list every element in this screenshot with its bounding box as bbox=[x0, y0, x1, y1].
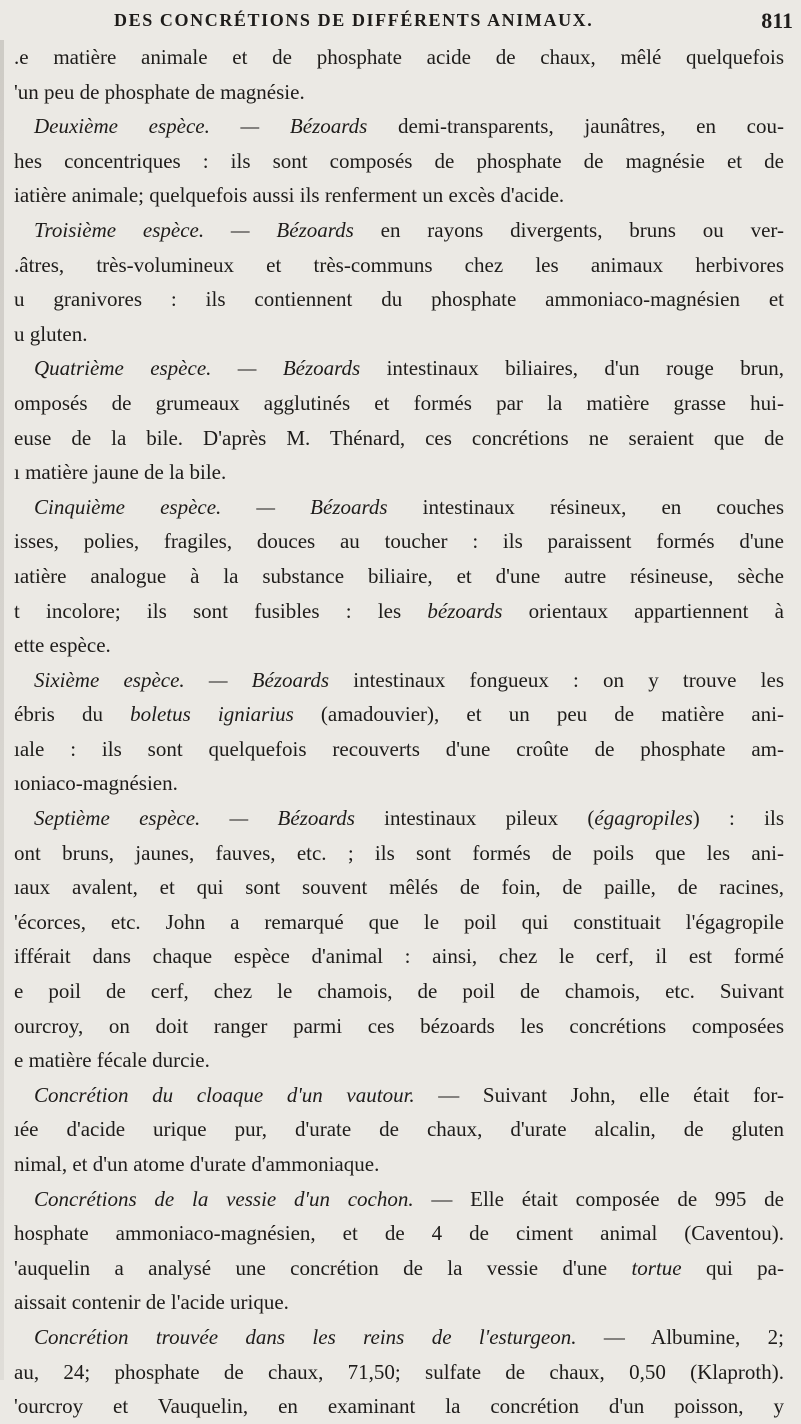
text-line: hosphate ammoniaco-magnésien, et de 4 de ciment animal (Caventou). bbox=[14, 1221, 784, 1246]
text-line: ifférait dans chaque espèce d'animal : ainsi, chez le cerf, il est formé bbox=[14, 944, 784, 969]
body-text bbox=[14, 40, 784, 1424]
text-line: ı matière jaune de la bile. bbox=[14, 460, 227, 485]
text-line: Sixième espèce. — Bézoards intestinaux fongueux : on y trouve les bbox=[34, 667, 784, 692]
text-line: isses, polies, fragiles, douces au toucher : ils paraissent formés d'une bbox=[14, 529, 784, 554]
text-line: ıale : ils sont quelquefois recouverts d'une croûte de phosphate am- bbox=[14, 736, 784, 761]
text-line: Troisième espèce. — Bézoards en rayons divergents, bruns ou ver- bbox=[34, 217, 784, 242]
text-line: ıée d'acide urique pur, d'urate de chaux, d'urate alcalin, de gluten bbox=[14, 1117, 784, 1142]
text-line: Cinquième espèce. — Bézoards intestinaux résineux, en couches bbox=[34, 494, 784, 519]
text-line: ıaux avalent, et qui sont souvent mêlés de foin, de paille, de racines, bbox=[14, 875, 784, 900]
text-line: ette espèce. bbox=[14, 633, 111, 658]
text-line: e matière fécale durcie. bbox=[14, 1048, 210, 1073]
text-line: ourcroy, on doit ranger parmi ces bézoards les concrétions composées bbox=[14, 1013, 784, 1038]
text-line: Concrétion du cloaque d'un vautour. — Suivant John, elle était for- bbox=[34, 1082, 784, 1107]
page-header bbox=[0, 6, 801, 42]
text-line: aissait contenir de l'acide urique. bbox=[14, 1290, 289, 1315]
text-line: 'écorces, etc. John a remarqué que le poil qui constituait l'égagropile bbox=[14, 909, 784, 934]
text-line: u gluten. bbox=[14, 321, 88, 346]
text-line: ont bruns, jaunes, fauves, etc. ; ils sont formés de poils que les ani- bbox=[14, 840, 784, 865]
text-line: iatière animale; quelquefois aussi ils renferment un excès d'acide. bbox=[14, 183, 565, 208]
text-line: ıoniaco-magnésien. bbox=[14, 771, 178, 796]
text-line: Concrétion trouvée dans les reins de l'esturgeon. — Albumine, 2; bbox=[34, 1324, 784, 1349]
text-line: euse de la bile. D'après M. Thénard, ces concrétions ne seraient que de bbox=[14, 425, 784, 450]
text-line: 'ourcroy et Vauquelin, en examinant la concrétion d'un poisson, y bbox=[14, 1394, 784, 1419]
text-line: 'un peu de phosphate de magnésie. bbox=[14, 79, 305, 104]
text-line: .âtres, très-volumineux et très-communs chez les animaux herbivores bbox=[14, 252, 784, 277]
running-head: DES CONCRÉTIONS DE DIFFÉRENTS ANIMAUX. bbox=[114, 10, 594, 30]
text-line: hes concentriques : ils sont composés de phosphate de magnésie et de bbox=[14, 148, 784, 173]
text-line: u granivores : ils contiennent du phosphate ammoniaco-magnésien et bbox=[14, 287, 784, 312]
text-line: Deuxième espèce. — Bézoards demi-transparents, jaunâtres, en cou- bbox=[34, 114, 784, 139]
text-line: t incolore; ils sont fusibles : les bézoards orientaux appartiennent à bbox=[14, 598, 784, 623]
text-line: ébris du boletus igniarius (amadouvier), et un peu de matière ani- bbox=[14, 702, 784, 727]
gutter-shadow bbox=[0, 40, 4, 1380]
page-number: 811 bbox=[761, 8, 793, 33]
text-line: Quatrième espèce. — Bézoards intestinaux biliaires, d'un rouge brun, bbox=[34, 356, 784, 381]
text-line: Concrétions de la vessie d'un cochon. — Elle était composée de 995 de bbox=[34, 1186, 784, 1211]
text-line: Septième espèce. — Bézoards intestinaux pileux (égagropiles) : ils bbox=[34, 806, 784, 831]
text-line: ıatière analogue à la substance biliaire, et d'une autre résineuse, sèche bbox=[14, 563, 784, 588]
text-line: .e matière animale et de phosphate acide de chaux, mêlé quelquefois bbox=[14, 45, 784, 69]
text-line: omposés de grumeaux agglutinés et formés par la matière grasse hui- bbox=[14, 390, 784, 415]
text-line: 'auquelin a analysé une concrétion de la vessie d'une tortue qui pa- bbox=[14, 1255, 784, 1280]
text-line: au, 24; phosphate de chaux, 71,50; sulfate de chaux, 0,50 (Klaproth). bbox=[14, 1359, 784, 1384]
text-line: nimal, et d'un atome d'urate d'ammoniaque. bbox=[14, 1152, 380, 1176]
text-line: e poil de cerf, chez le chamois, de poil de chamois, etc. Suivant bbox=[14, 979, 784, 1004]
